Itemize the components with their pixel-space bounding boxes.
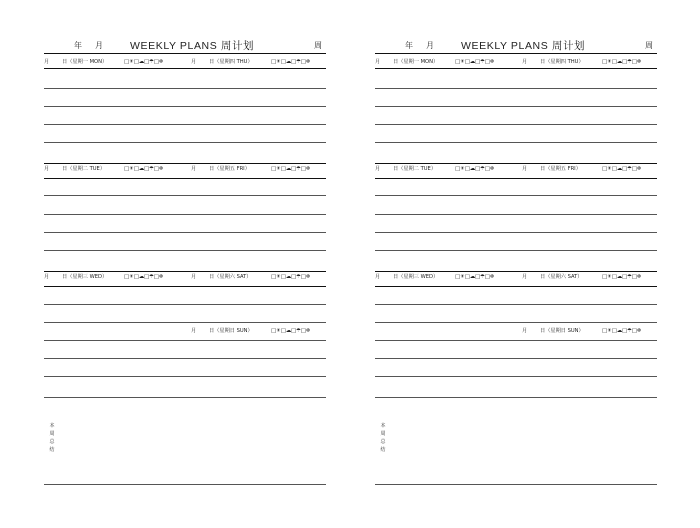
day-month-label: 月 (375, 59, 381, 65)
day-header-sat (522, 272, 657, 282)
writing-line[interactable] (375, 142, 657, 143)
writing-line[interactable] (522, 340, 657, 341)
day-date-label: 日（星期一 MON） (393, 59, 439, 65)
day-header-fri (191, 164, 326, 174)
weather-checkboxes[interactable]: □☀□☁□☂□❄ (455, 166, 495, 172)
weather-checkboxes[interactable]: □☀□☁□☂□❄ (271, 328, 311, 334)
writing-line[interactable] (375, 124, 657, 125)
section-divider (375, 68, 657, 69)
weather-checkboxes[interactable]: □☀□☁□☂□❄ (271, 274, 311, 280)
month-label: 月 (426, 41, 435, 50)
day-month-label: 月 (191, 166, 197, 172)
day-header-fri (522, 164, 657, 174)
month-label: 月 (95, 41, 104, 50)
day-month-label: 月 (522, 274, 528, 280)
day-date-label: 日（星期二 TUE） (62, 166, 106, 172)
day-date-label: 日（星期六 SAT） (209, 274, 252, 280)
day-header-sun (191, 326, 326, 336)
writing-line[interactable] (44, 304, 326, 305)
weather-checkboxes[interactable]: □☀□☁□☂□❄ (124, 59, 164, 65)
day-month-label: 月 (522, 328, 528, 334)
day-header-mon (44, 57, 179, 67)
section-divider (44, 53, 326, 54)
day-month-label: 月 (191, 274, 197, 280)
writing-line[interactable] (191, 340, 326, 341)
weekly-summary-label: 本 周 总 结 (49, 423, 55, 453)
day-date-label: 日（星期四 THU） (540, 59, 584, 65)
weather-checkboxes[interactable]: □☀□☁□☂□❄ (271, 59, 311, 65)
day-date-label: 日（星期五 FRI） (540, 166, 581, 172)
writing-line[interactable] (44, 358, 326, 359)
day-month-label: 月 (191, 328, 197, 334)
weekly-summary-label: 本 周 总 结 (380, 423, 386, 453)
day-header-thu (191, 57, 326, 67)
day-header-tue (375, 164, 510, 174)
day-month-label: 月 (44, 274, 50, 280)
week-label: 周 (645, 41, 653, 50)
day-date-label: 日（星期一 MON） (62, 59, 108, 65)
writing-line[interactable] (44, 195, 326, 196)
week-label: 周 (314, 41, 322, 50)
writing-line[interactable] (44, 397, 326, 398)
day-date-label: 日（星期二 TUE） (393, 166, 437, 172)
weekly-plan-page-right (375, 0, 657, 528)
writing-line[interactable] (375, 232, 657, 233)
day-month-label: 月 (375, 274, 381, 280)
weather-checkboxes[interactable]: □☀□☁□☂□❄ (455, 59, 495, 65)
writing-line[interactable] (375, 106, 657, 107)
writing-line[interactable] (375, 376, 657, 377)
day-header-wed (375, 272, 510, 282)
writing-line[interactable] (44, 214, 326, 215)
section-divider (375, 286, 657, 287)
day-month-label: 月 (44, 59, 50, 65)
page-header (375, 38, 657, 54)
day-header-thu (522, 57, 657, 67)
day-header-sat (191, 272, 326, 282)
weather-checkboxes[interactable]: □☀□☁□☂□❄ (271, 166, 311, 172)
day-month-label: 月 (522, 59, 528, 65)
writing-line[interactable] (375, 88, 657, 89)
day-date-label: 日（星期三 WED） (62, 274, 108, 280)
writing-line[interactable] (375, 304, 657, 305)
writing-line[interactable] (375, 250, 657, 251)
writing-line[interactable] (44, 106, 326, 107)
writing-line[interactable] (44, 142, 326, 143)
section-divider (44, 286, 326, 287)
page-header (44, 38, 326, 54)
weather-checkboxes[interactable]: □☀□☁□☂□❄ (602, 274, 642, 280)
weather-checkboxes[interactable]: □☀□☁□☂□❄ (455, 274, 495, 280)
day-date-label: 日（星期四 THU） (209, 59, 253, 65)
writing-line[interactable] (44, 124, 326, 125)
day-month-label: 月 (522, 166, 528, 172)
day-date-label: 日（星期日 SUN） (209, 328, 253, 334)
day-date-label: 日（星期日 SUN） (540, 328, 584, 334)
page-title: WEEKLY PLANS 周计划 (461, 40, 586, 52)
weather-checkboxes[interactable]: □☀□☁□☂□❄ (124, 166, 164, 172)
year-month-label (405, 40, 435, 51)
writing-line[interactable] (44, 250, 326, 251)
writing-line[interactable] (44, 322, 326, 323)
day-date-label: 日（星期六 SAT） (540, 274, 583, 280)
day-month-label: 月 (191, 59, 197, 65)
page-title: WEEKLY PLANS 周计划 (130, 40, 255, 52)
weather-checkboxes[interactable]: □☀□☁□☂□❄ (602, 328, 642, 334)
day-month-label: 月 (375, 166, 381, 172)
writing-line[interactable] (44, 484, 326, 485)
weather-checkboxes[interactable]: □☀□☁□☂□❄ (602, 59, 642, 65)
section-divider (375, 178, 657, 179)
writing-line[interactable] (375, 358, 657, 359)
day-header-mon (375, 57, 510, 67)
day-date-label: 日（星期五 FRI） (209, 166, 250, 172)
writing-line[interactable] (375, 195, 657, 196)
section-divider (375, 53, 657, 54)
writing-line[interactable] (375, 322, 657, 323)
year-label: 年 (74, 41, 83, 50)
section-divider (44, 178, 326, 179)
day-header-tue (44, 164, 179, 174)
day-header-wed (44, 272, 179, 282)
section-divider (44, 68, 326, 69)
weekly-plan-page-left (44, 0, 326, 528)
year-month-label (74, 40, 104, 51)
writing-line[interactable] (375, 484, 657, 485)
weather-checkboxes[interactable]: □☀□☁□☂□❄ (124, 274, 164, 280)
writing-line[interactable] (44, 88, 326, 89)
day-header-sun (522, 326, 657, 336)
day-month-label: 月 (44, 166, 50, 172)
weather-checkboxes[interactable]: □☀□☁□☂□❄ (602, 166, 642, 172)
day-date-label: 日（星期三 WED） (393, 274, 439, 280)
writing-line[interactable] (44, 376, 326, 377)
year-label: 年 (405, 41, 414, 50)
writing-line[interactable] (375, 214, 657, 215)
writing-line[interactable] (44, 232, 326, 233)
writing-line[interactable] (375, 397, 657, 398)
